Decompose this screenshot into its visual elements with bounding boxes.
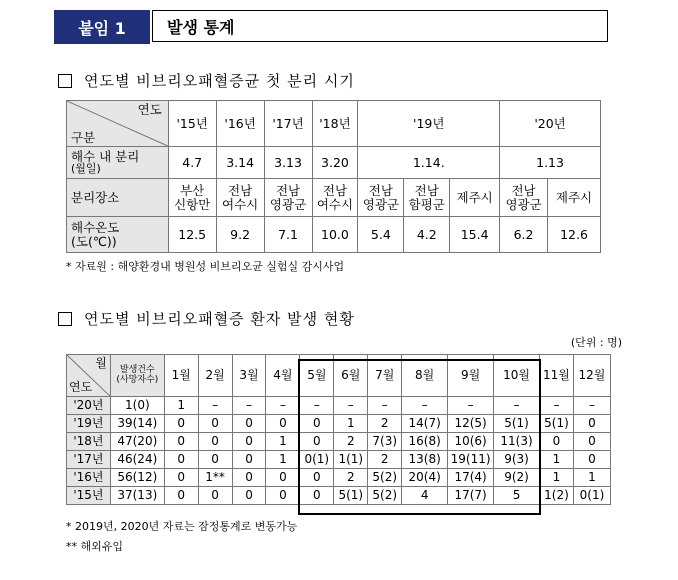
unit-label: (단위 : 명) xyxy=(570,336,622,349)
place-line: 전남 xyxy=(322,183,348,199)
place-line: 부산 xyxy=(180,183,205,199)
page-title: 발생 통계 xyxy=(152,10,608,42)
year-header: '17년 xyxy=(264,101,312,147)
month-cell: 0 xyxy=(164,433,198,451)
month-cell: 0 xyxy=(300,469,334,487)
month-cell: – xyxy=(448,397,494,415)
month-cell: 13(8) xyxy=(402,451,448,469)
month-cell: 5(1) xyxy=(494,415,540,433)
place-line: 영광군 xyxy=(269,196,307,212)
month-cell: 0 xyxy=(198,451,232,469)
month-header: 5월 xyxy=(300,355,334,397)
place-line: 여수시 xyxy=(222,196,259,212)
count-cell: 47(20) xyxy=(110,433,164,451)
month-cell: 0 xyxy=(573,451,610,469)
date-cell: 1.13 xyxy=(500,147,601,179)
month-cell: 4 xyxy=(402,487,448,505)
month-cell: 5(2) xyxy=(368,487,402,505)
month-cell: – xyxy=(494,397,540,415)
month-cell: 2 xyxy=(334,433,368,451)
corner-month-label: 월 xyxy=(95,356,107,370)
temp-cell: 12.5 xyxy=(168,217,216,253)
month-cell: 0 xyxy=(300,433,334,451)
place-cell xyxy=(168,179,216,217)
month-cell: 0 xyxy=(573,415,610,433)
temp-cell: 6.2 xyxy=(500,217,548,253)
year-cell: '15년 xyxy=(67,487,111,505)
month-cell: 1 xyxy=(540,469,574,487)
count-cell: 37(13) xyxy=(110,487,164,505)
table-row xyxy=(67,487,611,505)
date-cell: 3.13 xyxy=(264,147,312,179)
place-line: 제주시 xyxy=(456,189,493,205)
month-cell: – xyxy=(198,397,232,415)
month-cell: 0 xyxy=(232,415,266,433)
row-label-date-sub: (월일) xyxy=(71,162,101,176)
month-cell: 9(2) xyxy=(494,469,540,487)
row-label-temp-main: 해수온도 xyxy=(71,220,120,236)
year-header: '18년 xyxy=(312,101,358,147)
first-isolation-table xyxy=(66,100,601,253)
count-cell: 1(0) xyxy=(110,397,164,415)
place-line: 제주시 xyxy=(555,189,593,205)
place-line: 전남 xyxy=(368,183,393,199)
year-header: '16년 xyxy=(216,101,264,147)
month-cell: 0 xyxy=(573,433,610,451)
month-cell: 1(2) xyxy=(540,487,574,505)
month-cell: – xyxy=(232,397,266,415)
month-cell: 1 xyxy=(334,415,368,433)
month-cell: 0 xyxy=(300,415,334,433)
year-cell: '20년 xyxy=(67,397,111,415)
month-cell: – xyxy=(266,397,300,415)
temp-cell: 7.1 xyxy=(264,217,312,253)
month-cell: 20(4) xyxy=(402,469,448,487)
section2-title: 연도별 비브리오패혈증 환자 발생 현황 xyxy=(84,310,355,328)
month-cell: 1 xyxy=(164,397,198,415)
corner-category-label: 구분 xyxy=(71,129,96,145)
row-label-temp xyxy=(67,217,169,253)
corner-year-label: 연도 xyxy=(69,380,93,395)
month-cell: 12(5) xyxy=(448,415,494,433)
month-header: 11월 xyxy=(540,355,574,397)
month-cell: – xyxy=(540,397,574,415)
place-line: 전남 xyxy=(228,183,253,199)
month-cell: 5(2) xyxy=(368,469,402,487)
row-label-place: 분리장소 xyxy=(67,179,169,217)
month-header: 3월 xyxy=(232,355,266,397)
section1-title: 연도별 비브리오패혈증균 첫 분리 시기 xyxy=(84,72,355,90)
temp-cell: 12.6 xyxy=(548,217,601,253)
month-cell: 19(11) xyxy=(448,451,494,469)
appendix-badge: 붙임 1 xyxy=(54,10,150,44)
month-cell: – xyxy=(368,397,402,415)
place-line: 영광군 xyxy=(505,196,542,212)
checkbox-square-icon xyxy=(58,312,72,326)
month-cell: 0 xyxy=(540,433,574,451)
month-cell: 5(1) xyxy=(540,415,574,433)
month-cell: 7(3) xyxy=(368,433,402,451)
month-cell: 1** xyxy=(198,469,232,487)
date-cell: 1.14. xyxy=(358,147,500,179)
month-header: 1월 xyxy=(164,355,198,397)
table-row xyxy=(67,451,611,469)
count-header-main: 발생건수 xyxy=(119,364,155,375)
month-header: 9월 xyxy=(448,355,494,397)
count-cell: 56(12) xyxy=(110,469,164,487)
month-cell: 2 xyxy=(368,451,402,469)
month-cell: 14(7) xyxy=(402,415,448,433)
corner-year-label: 연도 xyxy=(137,102,162,117)
month-header: 10월 xyxy=(494,355,540,397)
month-cell: 17(4) xyxy=(448,469,494,487)
date-cell: 4.7 xyxy=(168,147,216,179)
source-note: * 자료원 : 해양환경내 병원성 비브리오균 실험실 감시사업 xyxy=(66,260,345,273)
month-cell: 1 xyxy=(573,469,610,487)
temp-cell: 10.0 xyxy=(312,217,358,253)
table-row xyxy=(67,433,611,451)
month-cell: 1(1) xyxy=(334,451,368,469)
month-cell: – xyxy=(300,397,334,415)
year-cell: '18년 xyxy=(67,433,111,451)
month-cell: 0 xyxy=(232,469,266,487)
month-cell: 0 xyxy=(164,415,198,433)
month-cell: 5(1) xyxy=(334,487,368,505)
date-cell: 3.20 xyxy=(312,147,358,179)
temp-cell: 15.4 xyxy=(450,217,500,253)
place-cell xyxy=(312,179,358,217)
month-cell: 0(1) xyxy=(300,451,334,469)
table1-corner-cell xyxy=(67,101,169,147)
month-cell: 0 xyxy=(198,415,232,433)
patient-occurrence-table xyxy=(66,354,611,505)
month-cell: 0(1) xyxy=(573,487,610,505)
year-cell: '16년 xyxy=(67,469,111,487)
place-cell xyxy=(404,179,450,217)
month-cell: 17(7) xyxy=(448,487,494,505)
month-header: 4월 xyxy=(266,355,300,397)
year-header: '19년 xyxy=(358,101,500,147)
date-cell: 3.14 xyxy=(216,147,264,179)
month-cell: 5 xyxy=(494,487,540,505)
place-line: 전남 xyxy=(511,183,536,199)
month-cell: 0 xyxy=(266,487,300,505)
year-cell: '17년 xyxy=(67,451,111,469)
table-row xyxy=(67,469,611,487)
imported-note: ** 해외유입 xyxy=(66,540,124,553)
month-cell: 0 xyxy=(232,451,266,469)
month-cell: 0 xyxy=(232,433,266,451)
month-cell: – xyxy=(573,397,610,415)
row-label-temp-sub: (도(℃)) xyxy=(71,233,117,249)
month-header: 12월 xyxy=(573,355,610,397)
month-header: 6월 xyxy=(334,355,368,397)
row-label-date-main: 해수 내 분리 xyxy=(71,149,140,165)
month-cell: 16(8) xyxy=(402,433,448,451)
section1-heading xyxy=(58,70,355,91)
month-cell: 0 xyxy=(164,451,198,469)
count-header xyxy=(110,355,164,397)
month-cell: – xyxy=(334,397,368,415)
month-cell: 10(6) xyxy=(448,433,494,451)
year-header: '15년 xyxy=(168,101,216,147)
month-header: 7월 xyxy=(368,355,402,397)
place-cell xyxy=(358,179,404,217)
temp-cell: 9.2 xyxy=(216,217,264,253)
month-cell: 0 xyxy=(198,487,232,505)
temp-cell: 4.2 xyxy=(404,217,450,253)
month-cell: 1 xyxy=(540,451,574,469)
table2-corner-cell xyxy=(67,355,111,397)
month-header: 2월 xyxy=(198,355,232,397)
table-row xyxy=(67,397,611,415)
place-cell xyxy=(548,179,601,217)
month-cell: 9(3) xyxy=(494,451,540,469)
place-cell xyxy=(450,179,500,217)
month-header: 8월 xyxy=(402,355,448,397)
place-line: 영광군 xyxy=(362,196,399,212)
month-cell: 0 xyxy=(232,487,266,505)
provisional-note: * 2019년, 2020년 자료는 잠정통계로 변동가능 xyxy=(66,520,298,533)
place-line: 전남 xyxy=(414,183,439,199)
month-cell: 0 xyxy=(164,487,198,505)
place-line: 여수시 xyxy=(316,196,354,212)
month-cell: 11(3) xyxy=(494,433,540,451)
place-line: 신항만 xyxy=(174,196,211,212)
month-cell: 1 xyxy=(266,433,300,451)
month-cell: 0 xyxy=(198,433,232,451)
temp-cell: 5.4 xyxy=(358,217,404,253)
count-cell: 46(24) xyxy=(110,451,164,469)
place-line: 함평군 xyxy=(408,196,445,212)
count-cell: 39(14) xyxy=(110,415,164,433)
count-header-sub: (사망자수) xyxy=(116,374,159,385)
month-cell: 0 xyxy=(266,469,300,487)
month-cell: 0 xyxy=(300,487,334,505)
month-cell: 1 xyxy=(266,451,300,469)
place-cell xyxy=(500,179,548,217)
month-cell: 2 xyxy=(368,415,402,433)
month-cell: – xyxy=(402,397,448,415)
month-cell: 2 xyxy=(334,469,368,487)
row-label-date xyxy=(67,147,169,179)
year-header: '20년 xyxy=(500,101,601,147)
month-cell: 0 xyxy=(266,415,300,433)
year-cell: '19년 xyxy=(67,415,111,433)
table-row xyxy=(67,415,611,433)
place-cell xyxy=(216,179,264,217)
section2-heading xyxy=(58,308,355,329)
place-line: 전남 xyxy=(275,183,301,199)
place-cell xyxy=(264,179,312,217)
checkbox-square-icon xyxy=(58,74,72,88)
month-cell: 0 xyxy=(164,469,198,487)
